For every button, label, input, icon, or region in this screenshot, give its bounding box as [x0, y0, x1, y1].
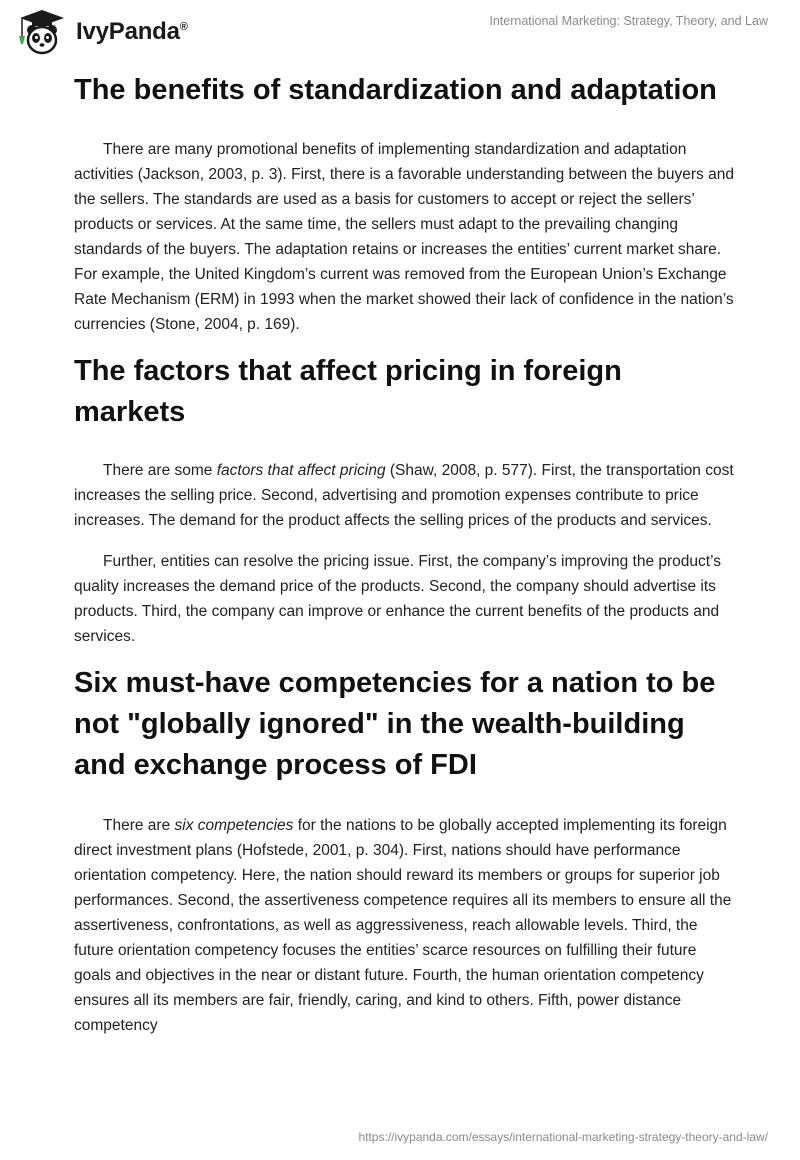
source-url[interactable]: https://ivypanda.com/essays/international-marketing-strategy-theory-and-law/ — [358, 1130, 768, 1144]
paragraph-competencies: There are six competencies for the nations to be globally accepted implementing its foreign direct investment plans (Hofstede, 2001, p. 304). First, nations should have performance orientation competency. Here, the nation should reward its members or groups for superior job performances. Second, the assertiveness competence requires all its members to ensure all the assertiveness, confrontations, as well as aggressiveness, reach allowable levels. Third, the future orientation competency focuses the entities’ scarce resources on fulfilling their future goals and objectives in the near or distant future. Fourth, the human orientation competency ensures all its members are fair, friendly, caring, and kind to others. Fifth, power distance competency — [74, 817, 732, 1034]
ivypanda-logo[interactable] — [14, 8, 188, 56]
page-header — [0, 0, 800, 70]
panda-graduate-icon — [14, 8, 70, 56]
document-title: International Marketing: Strategy, Theory, and Law — [489, 14, 768, 28]
emphasis-six-competencies: six competencies — [174, 817, 294, 834]
article-body — [74, 70, 734, 1038]
paragraph-pricing-resolution: Further, entities can resolve the pricing issue. First, the company’s improving the product’s quality increases the demand price of the products. Second, the company should advertise its products. Third, the company can improve or enhance the current benefits of the products and services. — [74, 553, 721, 645]
paragraph-benefits: There are many promotional benefits of implementing standardization and adaptation activities (Jackson, 2003, p. 3). First, there is a favorable understanding between the buyers and the sellers. The standards are used as a basis for customers to accept or reject the sellers’ products or services. At the same time, the sellers must adapt to the prevailing changing standards of the buyers. The adaptation retains or increases the entities’ current market share. For example, the United Kingdom’s current was removed from the European Union’s Exchange Rate Mechanism (ERM) in 1993 when the market showed their lack of confidence in the nation’s currencies (Stone, 2004, p. 169). — [74, 141, 734, 333]
paragraph-pricing-factors: There are some factors that affect pricing (Shaw, 2008, p. 577). First, the transportation cost increases the selling price. Second, advertising and promotion expenses contribute to price increases. The demand for the product affects the selling prices of the products and services. — [74, 462, 734, 529]
section-heading-benefits: The benefits of standardization and adaptation — [74, 74, 717, 106]
section-heading-competencies: Six must-have competencies for a nation to be not "globally ignored" in the wealth-building and exchange process of FDI — [74, 667, 716, 781]
emphasis-factors: factors that affect pricing — [216, 462, 386, 479]
logo-wordmark: IvyPanda® — [76, 18, 188, 45]
section-heading-pricing-factors: The factors that affect pricing in foreign markets — [74, 355, 622, 428]
